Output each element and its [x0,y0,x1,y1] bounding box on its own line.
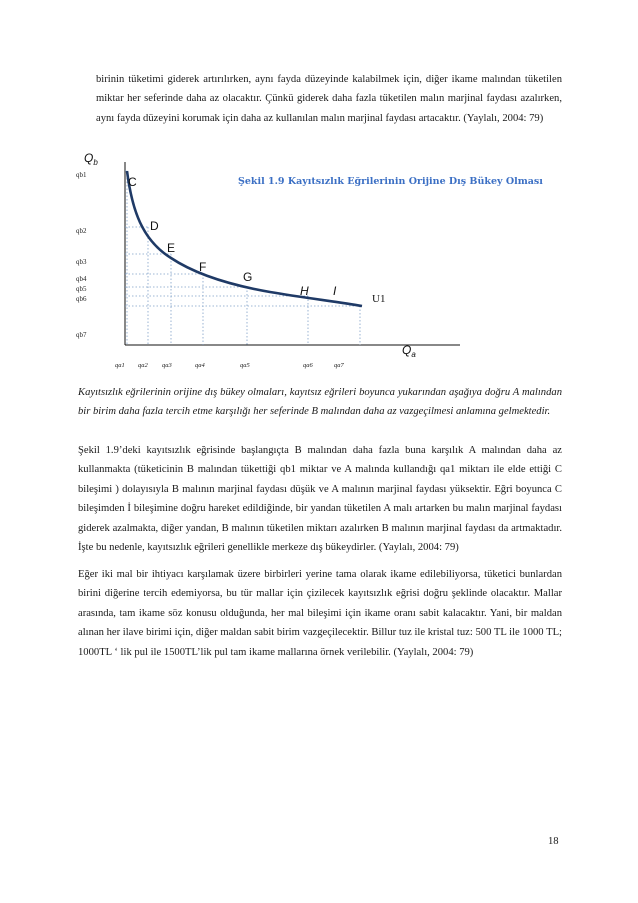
y-tick-qb3: qb3 [76,258,87,266]
indifference-curve-figure [70,140,570,375]
x-tick-qa4: qa4 [195,362,205,369]
point-label-h: H [300,284,309,298]
substitutes-paragraph: Eğer iki mal bir ihtiyacı karşılamak üzere birbirleri yerine tama olarak ikame edilebiliyorsa, tüketici bunlardan birini diğerine tercih edemiyorsa, bu tür mallar için çizilecek kayıtsızlık eğrisi doğru şeklinde olacaktır. Mallar arasında, tam ikame söz konusu olduğunda, her mal bileşimi için ikame oranı sabit kalacaktır. Yani, bir maldan alınan her ilave birimi için, diğer maldan sabit birim vazgeçilecektir. Billur tuz ile kristal tuz: 500 TL ile 1000 TL; 1000TL ‘ lik pul ile 1500TL’lik pul tam ikame mallarına örnek verilebilir. (Yaylalı, 2004: 79) [78,569,562,658]
y-tick-qb4: qb4 [76,275,87,283]
y-tick-qb7: qb7 [76,331,87,339]
point-label-d: D [150,219,159,233]
y-tick-qb5: qb5 [76,285,87,293]
point-label-g: G [243,270,253,284]
indifference-curve-u1 [127,171,362,306]
x-tick-qa6: qa6 [303,362,313,369]
x-tick-qa1: qa1 [115,362,125,369]
point-label-c: C [128,175,137,189]
x-tick-qa3: qa3 [162,362,172,369]
figure-title: Şekil 1.9 Kayıtsızlık Eğrilerinin Orijine Dış Bükey Olması [238,176,543,187]
figure-svg [70,140,570,375]
explanation-paragraph: Şekil 1.9’deki kayıtsızlık eğrisinde başlangıçta B malından daha fazla buna karşılık A malından daha az kullanmakta (tüketicinin B malından tükettiği qb1 miktar ve A malında kullandığı qa1 miktarı ile elde ettiği C bileşimi ) dolayısıyla B malının marjinal faydası düşük ve A malının marjinal faydası yüksektir. Eğri boyunca C bileşimden İ bileşimine doğru hareket edildiğinde, bir yandan tüketilen A malı artarken bu malın marjinal faydası giderek azalmakta, diğer yandan, B malının tüketilen miktarı azalırken B malının marjinal faydası da artmaktadır. İşte bu nedenle, kayıtsızlık eğrileri genellikle merkeze dış bükeydirler. (Yaylalı, 2004: 79) [78,445,562,554]
y-tick-qb2: qb2 [76,227,87,235]
y-tick-qb6: qb6 [76,295,87,303]
vertical-guides [127,171,360,345]
point-labels [128,175,337,298]
point-label-e: E [167,241,176,255]
x-tick-labels [115,362,345,369]
page-number: 18 [548,836,559,847]
x-axis-label: $Q_a$ [402,343,416,359]
y-axis-label: $Q_b$ [84,151,98,167]
x-tick-qa2: qa2 [138,362,148,369]
curve-label-u1: U1 [372,293,386,305]
y-tick-qb1: qb1 [76,171,87,179]
point-label-i: I [333,284,337,298]
figure-explanation-italic: Kayıtsızlık eğrilerinin orijine dış bükey olmaları, kayıtsız eğrileri boyunca yukarından aşağıya doğru A malından bir birim daha fazla tercih etme karşılığı her seferinde B malından daha az vazgeçilmesi anlamına gelmektedir. [78,387,562,418]
point-label-f: F [199,260,207,274]
y-tick-labels [76,171,87,339]
intro-paragraph: birinin tüketimi giderek artırılırken, aynı fayda düzeyinde kalabilmek için, diğer ikame malından tüketilen miktar her seferinde daha az olacaktır. Çünkü giderek daha fazla tüketilen malın marjinal faydası azalırken, aynı fayda düzeyini korumak için daha az kullanılan malın marjinal faydası artacaktır. (Yaylalı, 2004: 79) [96,74,562,124]
x-tick-qa5: qa5 [240,362,250,369]
x-tick-qa7: qa7 [334,362,344,369]
